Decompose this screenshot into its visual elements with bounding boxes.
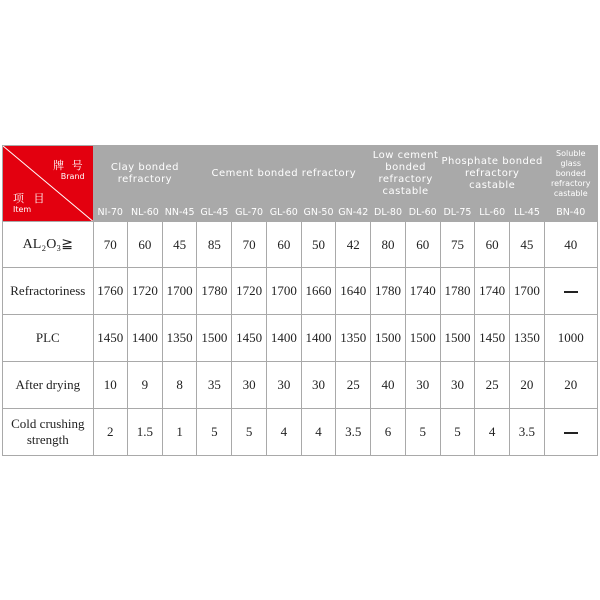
group-soluble-glass: Soluble glass bonded refractory castable (544, 146, 597, 203)
table-row-plc (3, 315, 598, 362)
group-phosphate-bonded: Phosphate bonded refractory castable (440, 146, 544, 203)
table-cell: 50 (301, 222, 335, 268)
table-cell: 6 (371, 409, 405, 456)
table-cell: 5 (197, 409, 232, 456)
brand-code: NN-45 (163, 203, 197, 222)
table-cell: 75 (440, 222, 474, 268)
table-cell: 45 (510, 222, 544, 268)
table-cell: 1500 (440, 315, 474, 362)
group-low-cement: Low cement bonded refractory castable (371, 146, 440, 203)
table-cell: 5 (440, 409, 474, 456)
row-label: After drying (3, 362, 94, 409)
brand-code: DL-75 (440, 203, 474, 222)
brand-code: LL-45 (510, 203, 544, 222)
table-cell: 10 (93, 362, 127, 409)
table-cell: 1660 (301, 268, 335, 315)
brand-code: NI-70 (93, 203, 127, 222)
row-label: PLC (3, 315, 94, 362)
table-cell: 8 (163, 362, 197, 409)
table-row-al2o3 (3, 222, 598, 268)
table-cell: 9 (127, 362, 162, 409)
table-cell: 60 (405, 222, 440, 268)
table-cell: 4 (301, 409, 335, 456)
table-cell: 40 (371, 362, 405, 409)
table-cell: 1400 (127, 315, 162, 362)
brand-code: NL-60 (127, 203, 162, 222)
dash-cell (544, 409, 597, 456)
table-cell: 1 (163, 409, 197, 456)
table-cell: 1000 (544, 315, 597, 362)
table-cell: 70 (93, 222, 127, 268)
table-cell: 1760 (93, 268, 127, 315)
brand-label-cn: 牌 号 (53, 159, 85, 172)
table-cell: 1450 (93, 315, 127, 362)
table-cell: 1450 (475, 315, 510, 362)
table-cell: 1350 (163, 315, 197, 362)
brand-code: BN-40 (544, 203, 597, 222)
table-cell: 20 (544, 362, 597, 409)
table-cell: 2 (93, 409, 127, 456)
table-cell: 1500 (405, 315, 440, 362)
row-label: Refractoriness (3, 268, 94, 315)
table-cell: 1740 (475, 268, 510, 315)
table-cell: 30 (405, 362, 440, 409)
table-cell: 80 (371, 222, 405, 268)
brand-code: GL-45 (197, 203, 232, 222)
table-cell: 25 (475, 362, 510, 409)
table-cell: 1640 (336, 268, 371, 315)
table-row-cold-crushing-strength (3, 409, 598, 456)
table-cell: 70 (232, 222, 266, 268)
brand-code: DL-60 (405, 203, 440, 222)
table-cell: 35 (197, 362, 232, 409)
table-cell: 1350 (336, 315, 371, 362)
dash-mark (564, 432, 578, 434)
brand-label-en: Brand (60, 172, 85, 181)
table-cell: 4 (475, 409, 510, 456)
refractory-spec-table (2, 145, 598, 456)
table-cell: 4 (266, 409, 301, 456)
table-cell: 40 (544, 222, 597, 268)
table-cell: 1.5 (127, 409, 162, 456)
table-cell: 1700 (163, 268, 197, 315)
row-label: Cold crushing strength (3, 409, 94, 456)
item-label-en: Item (13, 205, 32, 214)
table-cell: 1450 (232, 315, 266, 362)
brand-code: GL-60 (266, 203, 301, 222)
table-cell: 25 (336, 362, 371, 409)
brand-code: GL-70 (232, 203, 266, 222)
table-cell: 30 (232, 362, 266, 409)
table-cell: 1720 (232, 268, 266, 315)
table-cell: 1700 (510, 268, 544, 315)
dash-mark (564, 291, 578, 293)
brand-code: LL-60 (475, 203, 510, 222)
table-cell: 20 (510, 362, 544, 409)
table-cell: 5 (232, 409, 266, 456)
table-cell: 1700 (266, 268, 301, 315)
table-cell: 1500 (197, 315, 232, 362)
table-cell: 60 (475, 222, 510, 268)
brand-code: DL-80 (371, 203, 405, 222)
dash-cell (544, 268, 597, 315)
table-cell: 30 (301, 362, 335, 409)
row-label: AL₂O₃≧ (3, 222, 94, 268)
table-cell: 30 (440, 362, 474, 409)
table-cell: 60 (127, 222, 162, 268)
table-cell: 1500 (371, 315, 405, 362)
table-row-refractoriness (3, 268, 598, 315)
table-cell: 30 (266, 362, 301, 409)
table-row-after-drying (3, 362, 598, 409)
table-cell: 1350 (510, 315, 544, 362)
table-cell: 85 (197, 222, 232, 268)
table-cell: 3.5 (510, 409, 544, 456)
table-cell: 1780 (197, 268, 232, 315)
item-label-cn: 项 目 (13, 192, 48, 205)
table-cell: 1740 (405, 268, 440, 315)
table-cell: 1400 (266, 315, 301, 362)
table-cell: 3.5 (336, 409, 371, 456)
table-cell: 1780 (440, 268, 474, 315)
brand-code: GN-42 (336, 203, 371, 222)
table-cell: 60 (266, 222, 301, 268)
group-clay-bonded: Clay bonded refractory (93, 146, 197, 203)
table-cell: 1400 (301, 315, 335, 362)
table-cell: 45 (163, 222, 197, 268)
table-cell: 42 (336, 222, 371, 268)
group-cement-bonded: Cement bonded refractory (197, 146, 371, 203)
table-cell: 1780 (371, 268, 405, 315)
table-cell: 1720 (127, 268, 162, 315)
header-corner-cell (3, 146, 94, 222)
brand-code: GN-50 (301, 203, 335, 222)
table-cell: 5 (405, 409, 440, 456)
